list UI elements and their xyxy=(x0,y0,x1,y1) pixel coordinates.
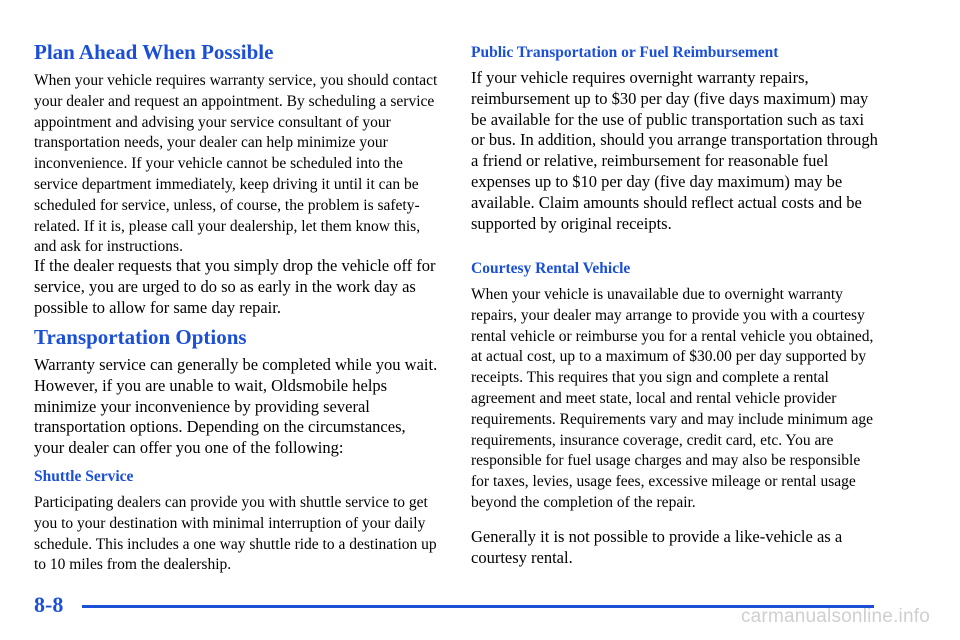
heading-public-transportation: Public Transportation or Fuel Reimbursement xyxy=(471,44,779,61)
heading-courtesy-rental: Courtesy Rental Vehicle xyxy=(471,260,631,277)
paragraph-like-vehicle: Generally it is not possible to provide a like-vehicle as a courtesy rental. xyxy=(471,527,843,567)
paragraph-shuttle-service: Participating dealers can provide you with shuttle service to get you to your destination with minimal interruption of your daily schedule. This includes a one way shuttle ride to a destination up to 10 miles from the dealership. xyxy=(34,494,437,574)
paragraph-plan-ahead-1: When your vehicle requires warranty service, you should contact your dealer and request an appointment. By scheduling a service appointment and advising your service consultant of your transportation needs, your dealer can help minimize your inconvenience. If your vehicle cannot be scheduled into the service department immediately, keep driving it until it can be scheduled for service, unless, of course, the problem is safety-related. If it is, please call your dealership, let them know this, and ask for instructions. xyxy=(34,72,438,256)
paragraph-public-transportation: If your vehicle requires overnight warranty repairs, reimbursement up to $30 per day (five days maximum) may be available for the use of public transportation such as taxi or bus. In addition, should you arrange transportation through a friend or relative, reimbursement for reasonable fuel expenses up to $10 per day (five day maximum) may be available. Claim amounts should reflect actual costs and be supported by original receipts. xyxy=(471,68,878,233)
heading-transportation-options: Transportation Options xyxy=(34,325,247,349)
watermark: carmanualsonline.info xyxy=(740,606,930,627)
page-number: 8-8 xyxy=(34,592,64,617)
paragraph-transportation-options: Warranty service can generally be completed while you wait. However, if you are unable to wait, Oldsmobile helps minimize your inconvenience by providing several transportation options. Depending on the circumstances, your dealer can offer you one of the following: xyxy=(34,355,438,458)
heading-plan-ahead: Plan Ahead When Possible xyxy=(34,40,274,64)
heading-shuttle-service: Shuttle Service xyxy=(34,468,134,485)
paragraph-courtesy-rental: When your vehicle is unavailable due to overnight warranty repairs, your dealer may arrange to provide you with a courtesy rental vehicle or reimburse you for a rental vehicle you obtained, at actual cost, up to a maximum of $30.00 per day supported by receipts. This requires that you sign and complete a rental agreement and meet state, local and rental vehicle provider requirements. Requirements vary and may include minimum age requirements, insurance coverage, credit card, etc. You are responsible for fuel usage charges and may also be responsible for taxes, levies, usage fees, excessive mileage or rental usage beyond the completion of the repair. xyxy=(471,286,874,511)
paragraph-plan-ahead-2: If the dealer requests that you simply drop the vehicle off for service, you are urged to do so as early in the work day as possible to allow for same day repair. xyxy=(34,256,436,317)
